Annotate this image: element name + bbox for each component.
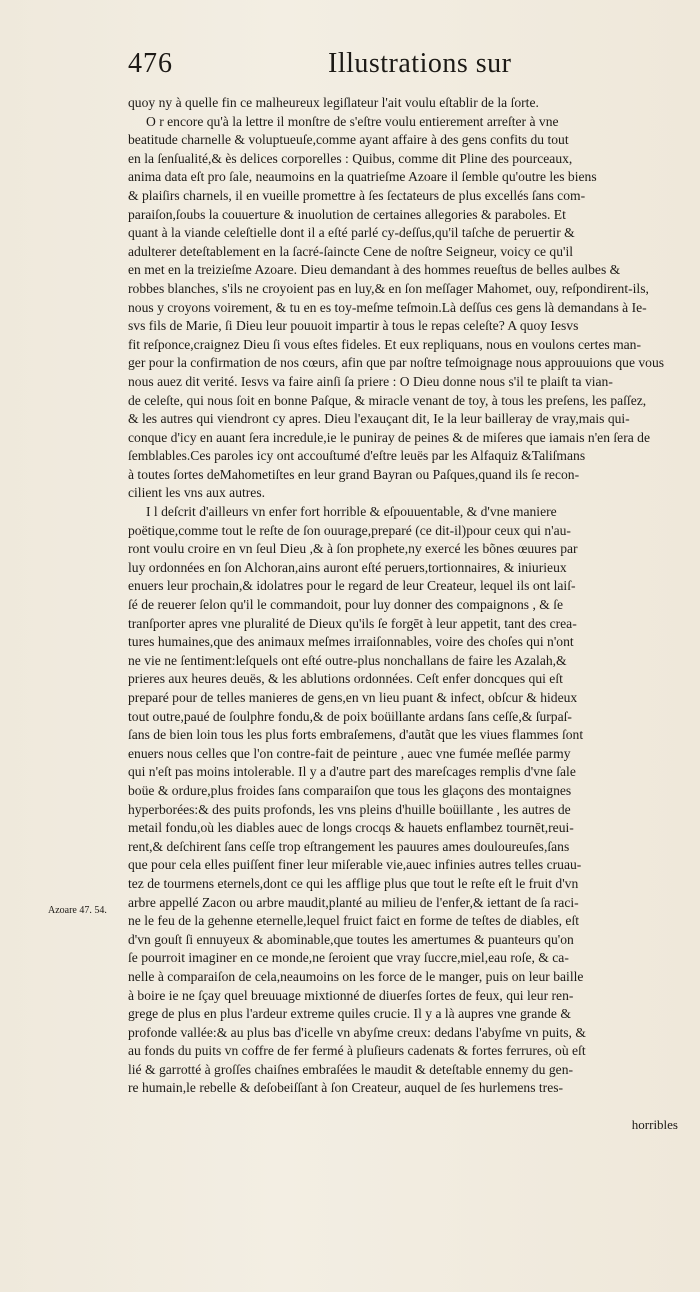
text-line: svs fils de Marie, ſi Dieu leur pouuoit impartir à tous le repas celeſte? A quoy Iesvs bbox=[128, 318, 579, 334]
page-header bbox=[128, 48, 568, 88]
text-line: O r encore qu'à la lettre il monſtre de s'eſtre voulu entierement arreſter à vne bbox=[146, 113, 559, 129]
text-line: poëtique,comme tout le reſte de ſon ouurage,preparé (ce dit-il)pour ceux qui n'au- bbox=[128, 522, 571, 538]
text-line: beatitude charnelle & voluptueuſe,comme ayant affaire à des gens confits du tout bbox=[128, 132, 569, 148]
text-line: à boire ie ne ſçay quel breuuage mixtionné de diuerſes ſortes de feux, qui leur ren- bbox=[128, 987, 574, 1003]
text-line: arbre appellé Zacon ou arbre maudit,planté au milieu de l'enfer,& iettant de ſa raci- bbox=[128, 894, 579, 910]
text-line: & les autres qui viendront cy apres. Dieu l'exauçant dit, Ie la leur bailleray de vray,mais qui- bbox=[128, 411, 630, 427]
text-line: de celeſte, qui nous ſoit en bonne Paſque, & miracle venant de toy, à tous les preſens, les paſſez, bbox=[128, 392, 647, 408]
margin-note: Azoare 47. 54. bbox=[48, 905, 107, 916]
text-line: hyperborées:& des puits profonds, les vns pleins d'huille boüillante , les autres de bbox=[128, 801, 571, 817]
body-text bbox=[128, 94, 680, 1098]
text-line: d'vn gouſt ſi ennuyeux & abominable,que toutes les amertumes & puanteurs qu'on bbox=[128, 931, 574, 947]
text-line: tranſporter apres vne pluralité de Dieux qu'ils ſe forgēt à leur appetit, tant des crea- bbox=[128, 615, 577, 631]
text-line: qui n'eſt pas moins intolerable. Il y a d'autre part des mareſcages remplis d'vne ſale bbox=[128, 764, 576, 780]
text-line: ſans de bien loin tous les plus forts embraſemens, d'autãt que les viues flammes ſont bbox=[128, 727, 584, 743]
text-line: grege de plus en plus l'ardeur extreme quiles crucie. Il y a là aupres vne grande & bbox=[128, 1006, 571, 1022]
text-line: enuers nous celles que l'on contre-fait de peinture , auec vne fumée meſlée parmy bbox=[128, 745, 571, 761]
text-line: adulterer deteſtablement en la ſacré-ſaincte Cene de noſtre Seigneur, voicy ce qu'il bbox=[128, 243, 574, 259]
text-line: boüe & ordure,plus froides ſans comparaiſon que tous les glaçons des montaignes bbox=[128, 782, 572, 798]
text-line: ger pour la confirmation de nos cœurs, afin que par noſtre teſmoignage nous approuuions que vous bbox=[128, 355, 665, 371]
text-line: tures humaines,que des animaux meſmes irraiſonnables, voire des choſes qui n'ont bbox=[128, 634, 574, 650]
text-line: fit reſponce,craignez Dieu ſi vous eſtes fideles. Et eux repliquans, nous en voulons certes man- bbox=[128, 336, 642, 352]
text-line: nelle à comparaiſon de cela,neaumoins on les force de le manger, puis on leur baille bbox=[128, 968, 584, 984]
text-line: ſe pourroit imaginer en ce monde,ne ſeroient que vray ſuccre,miel,eau roſe, & ca- bbox=[128, 950, 569, 966]
text-line: robbes blanches, s'ils ne croyoient pas en luy,& en ſon meſſager Mahomet, ouy, reſpondirent-ils, bbox=[128, 280, 649, 296]
text-line: quant à la viande celeſtielle dont il a eſté parlé cy-deſſus,qu'il taſche de peruertir & bbox=[128, 225, 575, 241]
text-line: metail fondu,où les diables auec de longs crocqs & hauets enflambez tournēt,reui- bbox=[128, 820, 574, 836]
page-number: 476 bbox=[128, 48, 173, 79]
text-line: quoy ny à quelle fin ce malheureux legiſlateur l'ait voulu eſtablir de la ſorte. bbox=[128, 95, 539, 110]
text-line: re humain,le rebelle & deſobeiſſant à ſon Createur, auquel de ſes hurlemens tres- bbox=[128, 1080, 564, 1096]
text-line: lié & garrotté à groſſes chaiſnes embraſées le maudit & deteſtable ennemy du gen- bbox=[128, 1061, 574, 1077]
text-line: ront voulu croire en vn ſeul Dieu ,& à ſon prophete,ny exercé les bõnes œuures par bbox=[128, 541, 578, 557]
text-line: & plaiſirs charnels, il en vueille promettre à ſes ſectateurs de plus excellés ſans com- bbox=[128, 187, 586, 203]
text-line: enuers leur prochain,& idolatres pour le regard de leur Createur, lequel ils ont laiſ- bbox=[128, 578, 576, 594]
text-line: profonde vallée:& au plus bas d'icelle vn abyſme creux: dedans l'abyſme vn puits, & bbox=[128, 1024, 586, 1040]
text-line: conque d'icy en auant ſera incredule,ie le puniray de peines & de miſeres que iamais n'en ſera de bbox=[128, 429, 650, 445]
text-line: preparé pour de telles manieres de gens,en vn lieu puant & infect, obſcur & hideux bbox=[128, 690, 578, 705]
text-line: en met en la treizieſme Azoare. Dieu demandant à des hommes reueſtus de belles aulbes & bbox=[128, 262, 621, 278]
text-line: ſemblables.Ces paroles icy ont accouſtumé d'eſtre leuës par les Alfaquiz &Taliſmans bbox=[128, 448, 586, 464]
text-line: tout outre,paué de ſoulphre fondu,& de poix boüillante ardans ſans ceſſe,& ſurpaſ- bbox=[128, 708, 572, 724]
text-line: que pour cela elles puiſſent finer leur miſerable vie,auec infinies autres telles cruau- bbox=[128, 857, 582, 873]
text-line: luy ordonnées en ſon Alchoran,ains auront eſté peruers,tortionnaires, & iniurieux bbox=[128, 559, 567, 575]
text-line: rent,& deſchirent ſans ceſſe trop eſtrangement les pauures ames douloureuſes,ſans bbox=[128, 838, 570, 854]
text-line: à toutes ſortes deMahometiſtes en leur grand Bayran ou Paſques,quand ils ſe recon- bbox=[128, 466, 580, 482]
text-line: cilient les vns aux autres. bbox=[128, 485, 266, 501]
text-line: nous y croyons voirement, & tu en es toy-meſme teſmoin.Là deſſus ces gens là demandans à Ie- bbox=[128, 299, 647, 315]
text-line: I l deſcrit d'ailleurs vn enfer fort horrible & eſpouuentable, & d'vne maniere bbox=[146, 504, 557, 520]
text-line: anima data eſt pro ſale, neaumoins en la quatrieſme Azoare il ſemble qu'outre les biens bbox=[128, 169, 597, 185]
text-line: en la ſenſualité,& ès delices corporelles : Quibus, comme dit Pline des pourceaux, bbox=[128, 150, 573, 166]
text-line: au fonds du puits vn coffre de fer fermé à pluſieurs cadenats & fortes ferrures, où eſt bbox=[128, 1043, 586, 1059]
text-line: ne le feu de la gehenne eternelle,lequel fruict faict en forme de teſtes de diables, eſt bbox=[128, 913, 580, 929]
catchword: horribles bbox=[631, 1117, 678, 1132]
text-line: prieres aux heures deuës, & les ablutions ordonnées. Ceſt enfer doncques qui eſt bbox=[128, 671, 563, 687]
running-title: Illustrations sur bbox=[328, 48, 512, 79]
text-line: tez de tourmens eternels,dont ce qui les afflige plus que tout le reſte eſt le fruit d'vn bbox=[128, 875, 579, 891]
text-line: ne vie ne ſentiment:leſquels ont eſté outre-plus nonchallans de faire les Azalah,& bbox=[128, 652, 567, 668]
text-line: paraiſon,ſoubs la couuerture & inuolution de certaines allegories & paraboles. Et bbox=[128, 206, 566, 222]
text-line: nous auez dit verité. Iesvs va faire ainſi ſa priere : O Dieu donne nous s'il te plaiſt ta vian- bbox=[128, 373, 613, 389]
text-line: ſé de reuerer ſelon qu'il le commandoit, pour luy donner des compaignons , & ſe bbox=[128, 597, 564, 613]
